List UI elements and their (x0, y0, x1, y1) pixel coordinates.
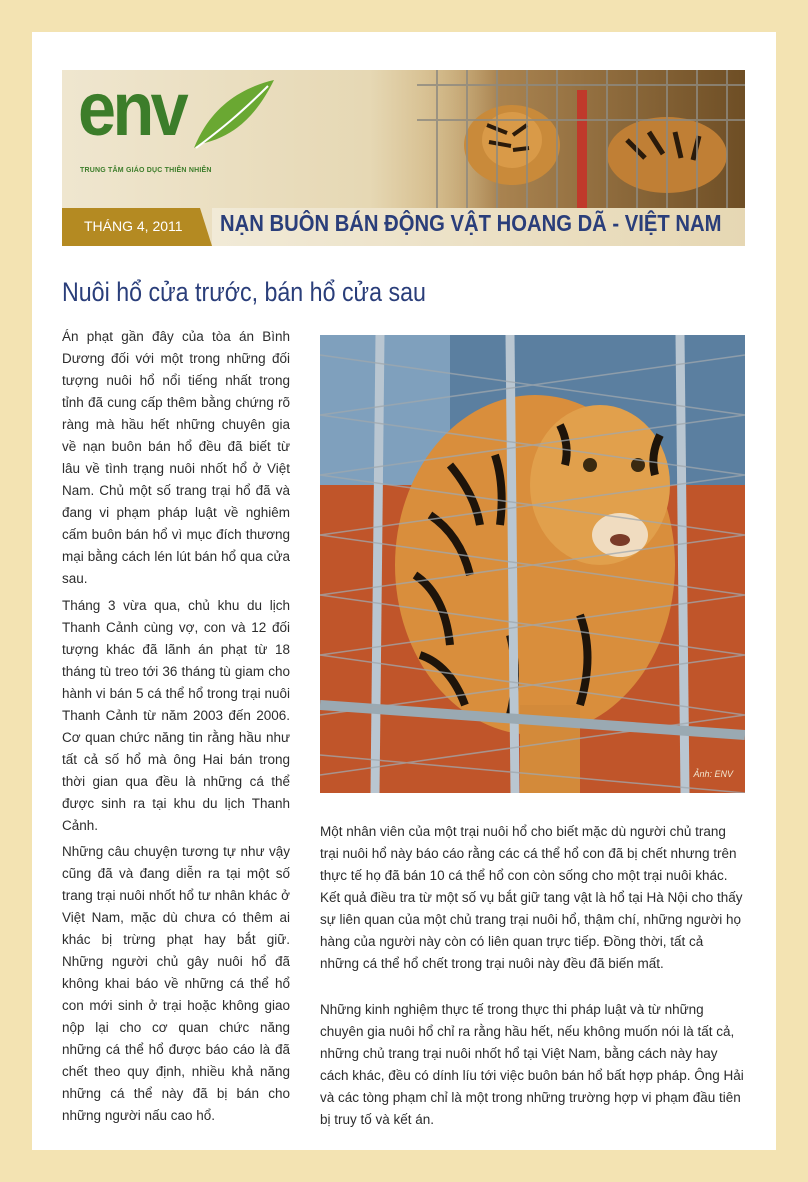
leaf-logo-icon (190, 78, 276, 150)
paragraph-4: Một nhân viên của một trại nuôi hổ cho biết mặc dù người chủ trang trại nuôi hổ này báo cáo rằng các cá thể hổ con đã bị chết nhưng trên thực tế họ đã bán 10 cá thể hổ con còn sống cho một trại nuôi khác. Kết quả điều tra từ một số vụ bắt giữ tang vật là hổ tại Hà Nội cho thấy sự liên quan của một chủ trang trại nuôi hổ, thậm chí, những người họ hàng của người này còn có liên quan trực tiếp. Đồng thời, tất cả những cá thể hổ chết trong trại nuôi này đều đã biến mất. (320, 824, 743, 971)
caged-tiger-image (320, 335, 745, 793)
photo-caption: Ảnh: ENV (693, 769, 733, 779)
logo-tagline: TRUNG TÂM GIÁO DỤC THIÊN NHIÊN (80, 167, 212, 174)
env-logo: env (78, 70, 186, 152)
newsletter-page (32, 32, 776, 1150)
issue-date: THÁNG 4, 2011 (84, 218, 183, 234)
newsletter-title: NẠN BUÔN BÁN ĐỘNG VẬT HOANG DÃ - VIỆT NAM (220, 210, 722, 236)
tiger-photo (320, 335, 745, 793)
paragraph-5: Những kinh nghiệm thực tế trong thực thi pháp luật và từ những chuyên gia nuôi hổ chỉ ra rằng hầu hết, nếu không muốn nói là tất cả, những chủ trang trại nuôi nhốt hổ tại Việt Nam, bằng cách này hay cách khác, đều có dính líu tới việc buôn bán hổ bất hợp pháp. Ông Hải và các tòng phạm chỉ là một trong những trường hợp vi phạm đầu tiên bị truy tố và kết án. (320, 1002, 744, 1127)
header-banner (62, 70, 745, 246)
paragraph-2: Tháng 3 vừa qua, chủ khu du lịch Thanh Cảnh cùng vợ, con và 12 đối tượng khác đã lãnh án phạt từ 18 tháng tù treo tới 36 tháng tù giam cho hành vi bán 5 cá thể hổ trong trại nuôi Thanh Cảnh từ năm 2003 đến 2006. Cơ quan chức năng tin rằng hầu như tất cả số hổ mà ông Hai bán trong thời gian qua đều là những cá thể được sinh ra tại khu du lịch Thanh Cảnh. (62, 598, 290, 833)
article-headline: Nuôi hổ cửa trước, bán hổ cửa sau (62, 277, 426, 307)
tiger-cage-banner-photo (417, 70, 745, 210)
paragraph-3: Những câu chuyện tương tự như vậy cũng đã và đang diễn ra tại một số trang trại nuôi nhốt hổ tư nhân khác ở Việt Nam, mặc dù chưa có thêm ai khác bị trừng phạt hay bắt giữ. Những người chủ gây nuôi hổ đã không khai báo về những cá thể hổ con mới sinh ở trại hoặc không giao nộp lại cho cơ quan chức năng những cá thể hổ được báo cáo là đã chết theo quy định, nhiều khả năng những cá thể này đã bị bán cho những người nấu cao hổ. (62, 844, 290, 1123)
paragraph-1: Án phạt gần đây của tòa án Bình Dương đối với một trong những đối tượng nuôi hổ nổi tiếng nhất trong tỉnh đã cung cấp thêm bằng chứng rõ ràng mà hầu hết những chuyên gia về nạn buôn bán hổ đều đã biết từ lâu về tình trạng nuôi nhốt hổ ở Việt Nam. Chủ một số trang trại hổ đã và đang vi phạm pháp luật về nghiêm cấm buôn bán hổ vì mục đích thương mại bằng cách lén lút bán hổ qua cửa sau. (62, 329, 290, 586)
